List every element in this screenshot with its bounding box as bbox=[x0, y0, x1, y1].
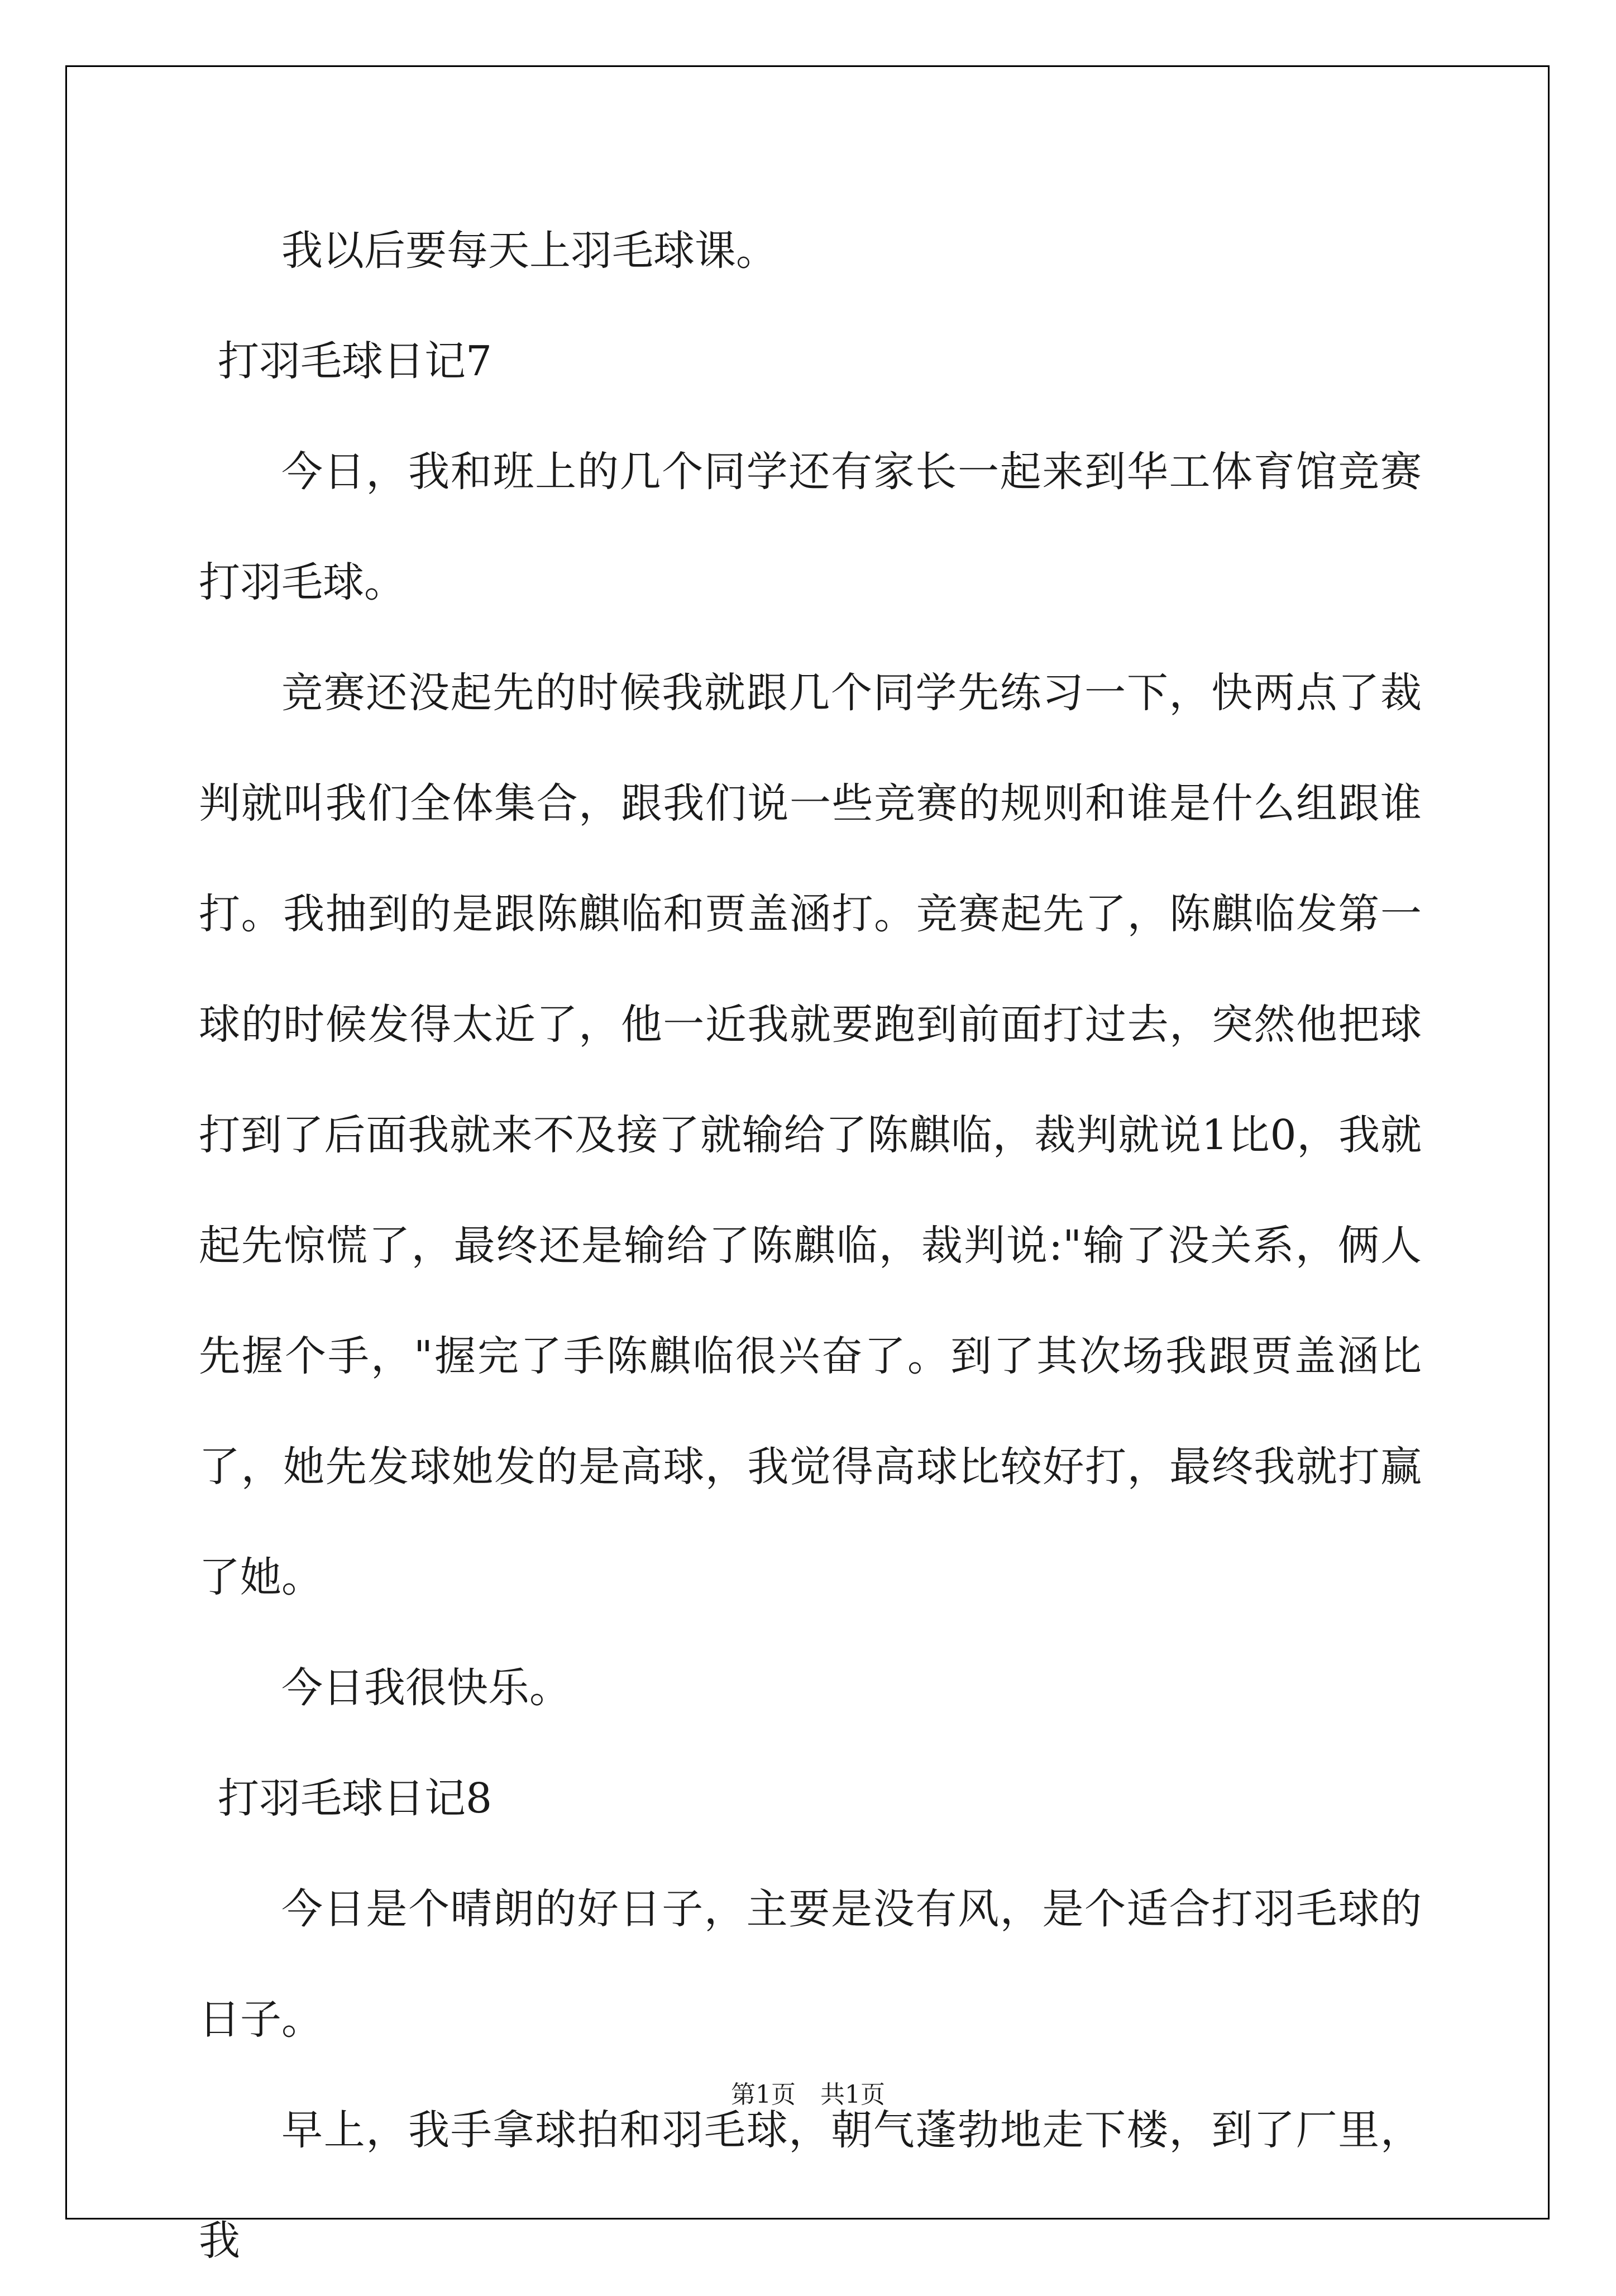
section-heading: 打羽毛球日记7 bbox=[218, 337, 493, 385]
section-heading: 打羽毛球日记8 bbox=[218, 1774, 493, 1823]
document-body bbox=[199, 195, 1422, 2296]
paragraph: 今日我很快乐。 bbox=[281, 1664, 571, 1712]
paragraph: 今日是个晴朗的好日子，主要是没有风，是个适合打羽毛球的日子。 bbox=[199, 1885, 1422, 2044]
paragraph: 早上，我手拿球拍和羽毛球，朝气蓬勃地走下楼，到了厂里，我 bbox=[199, 2106, 1422, 2265]
paragraph: 竞赛还没起先的时候我就跟几个同学先练习一下，快两点了裁判就叫我们全体集合，跟我们说一些竞赛的规则和谁是什么组跟谁打。我抽到的是跟陈麒临和贾盖涵打。竞赛起先了，陈麒临发第一球的时候发得太近了，他一近我就要跑到前面打过去，突然他把球打到了后面我就来不及接了就输给了陈麒临，裁判就说1比0，我就起先惊慌了，最终还是输给了陈麒临，裁判说:"输了没关系，俩人先握个手，"握完了手陈麒临很兴奋了。到了其次场我跟贾盖涵比了，她先发球她发的是高球，我觉得高球比较好打，最终我就打赢了她。 bbox=[199, 669, 1422, 1601]
paragraph: 今日，我和班上的几个同学还有家长一起来到华工体育馆竞赛打羽毛球。 bbox=[199, 448, 1422, 606]
paragraph: 我以后要每天上羽毛球课。 bbox=[281, 227, 777, 275]
page-footer: 第1页 共1页 bbox=[731, 2080, 885, 2109]
